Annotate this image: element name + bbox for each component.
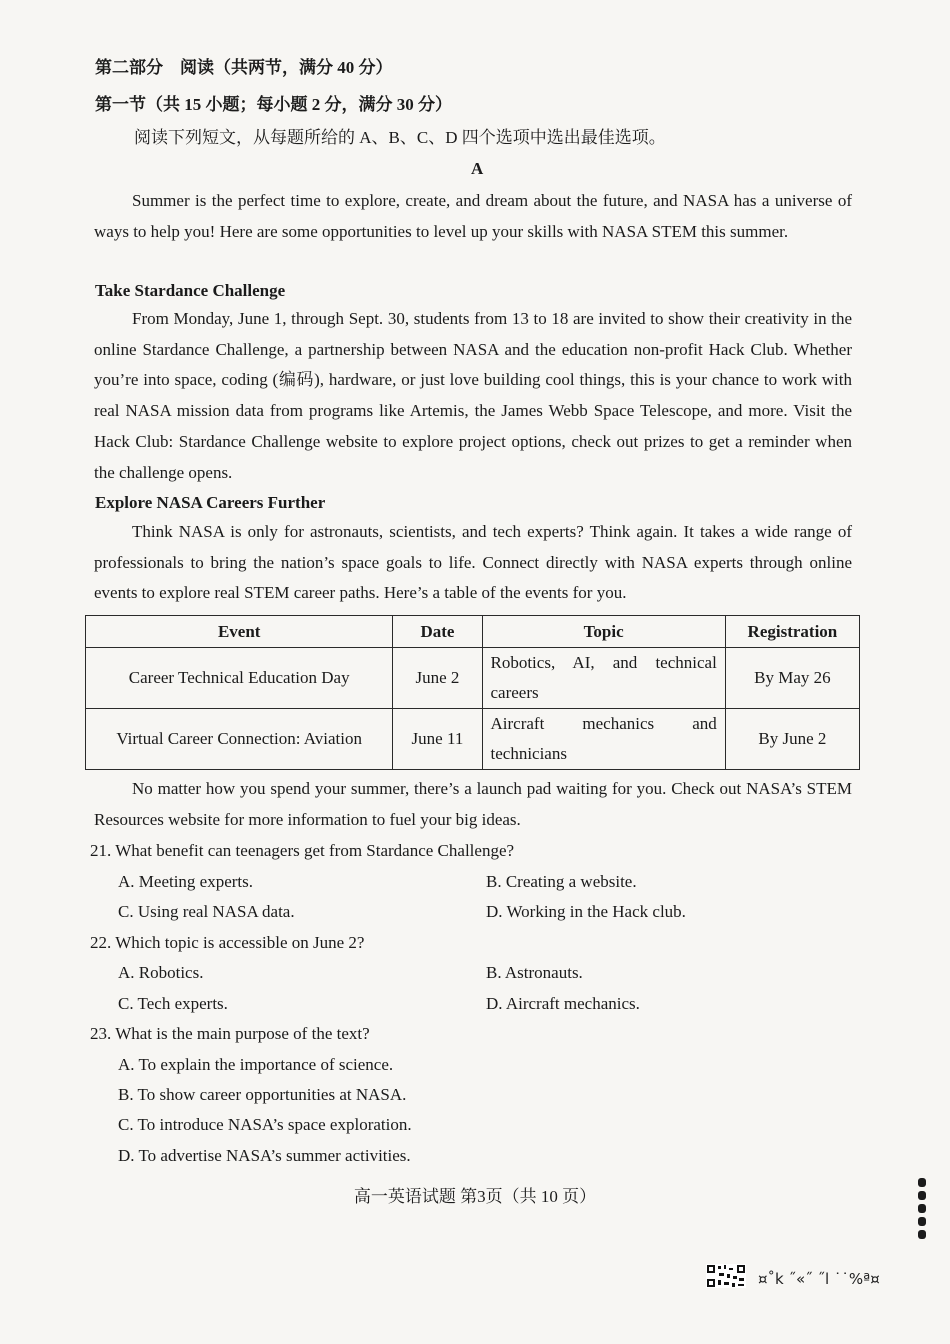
option-21-a: A. Meeting experts. [118,872,254,891]
header-event: Event [86,616,393,648]
table-row [86,648,860,709]
events-table [85,615,860,770]
section-heading: 第一节（共 15 小题；每小题 2 分，满分 30 分） [95,95,452,114]
option-22-b: B. Astronauts. [486,963,583,982]
heading-stardance: Take Stardance Challenge [95,281,286,300]
instruction-text: 阅读下列短文，从每题所给的 A、B、C、D 四个选项中选出最佳选项。 [134,128,666,147]
header-date: Date [393,616,482,648]
option-22-a: A. Robotics. [118,963,204,982]
qr-code-icon [706,1264,746,1288]
cell-event: Career Technical Education Day [86,648,393,709]
scan-edge-marks [918,1178,930,1250]
part-heading: 第二部分 阅读（共两节，满分 40 分） [95,58,393,77]
option-22-c: C. Tech experts. [118,994,228,1013]
cell-topic [482,648,725,709]
cell-date: June 11 [393,709,482,770]
cell-topic-line1: Robotics, AI, and technical [490,653,717,672]
heading-careers: Explore NASA Careers Further [95,493,326,512]
cell-event: Virtual Career Connection: Aviation [86,709,393,770]
table-row [86,709,860,770]
option-21-b: B. Creating a website. [486,872,637,891]
table-header-row [86,616,860,648]
question-21: 21. What benefit can teenagers get from Stardance Challenge? [90,841,515,860]
header-topic: Topic [482,616,725,648]
option-23-d: D. To advertise NASA’s summer activities. [118,1146,411,1165]
paragraph-stardance: From Monday, June 1, through Sept. 30, students from 13 to 18 are invited to show their creativity in the online Stardance Challenge, a partnership between NASA and the education non-profit Hack Club. Whether you’re into space, coding (编码), hardware, or just love building cool things, this is your chance to work with real NASA mission data from programs like Artemis, the James Webb Space Telescope, and more. Visit the Hack Club: Stardance Challenge website to explore project options, check out prizes to get a reminder when the challenge opens. [94,309,852,482]
option-23-a: A. To explain the importance of science. [118,1055,394,1074]
cell-registration: By May 26 [725,648,859,709]
cell-topic [482,709,725,770]
passage-intro: Summer is the perfect time to explore, create, and dream about the future, and NASA has a universe of ways to help you! Here are some opportunities to level up your skills with NASA STEM this summer. [94,191,852,241]
cell-topic-line1: Aircraft mechanics and [490,714,717,733]
cell-topic-line2: technicians [490,744,567,763]
option-23-c: C. To introduce NASA’s space exploration. [118,1115,412,1134]
option-22-d: D. Aircraft mechanics. [486,994,640,1013]
cell-date: June 2 [393,648,482,709]
scan-watermark-text: ¤˚k ˝«˝ ˝l ˙˙%ª¤ [758,1270,880,1288]
page-footer: 高一英语试题 第3页（共 10 页） [353,1187,597,1206]
option-23-b: B. To show career opportunities at NASA. [118,1085,407,1104]
question-22: 22. Which topic is accessible on June 2? [90,933,365,952]
cell-topic-line2: careers [490,683,539,702]
option-21-c: C. Using real NASA data. [118,902,295,921]
paragraph-careers: Think NASA is only for astronauts, scientists, and tech experts? Think again. It takes a wide range of professionals to bring the nation’s space goals to life. Connect directly with NASA experts through online events to explore real STEM career paths. Here’s a table of the events for you. [94,522,852,603]
question-23: 23. What is the main purpose of the text? [90,1024,370,1043]
passage-letter: A [471,159,484,178]
option-21-d: D. Working in the Hack club. [486,902,686,921]
closing-paragraph: No matter how you spend your summer, there’s a launch pad waiting for you. Check out NASA’s STEM Resources website for more information to fuel your big ideas. [94,779,852,829]
cell-registration: By June 2 [725,709,859,770]
header-registration: Registration [725,616,859,648]
